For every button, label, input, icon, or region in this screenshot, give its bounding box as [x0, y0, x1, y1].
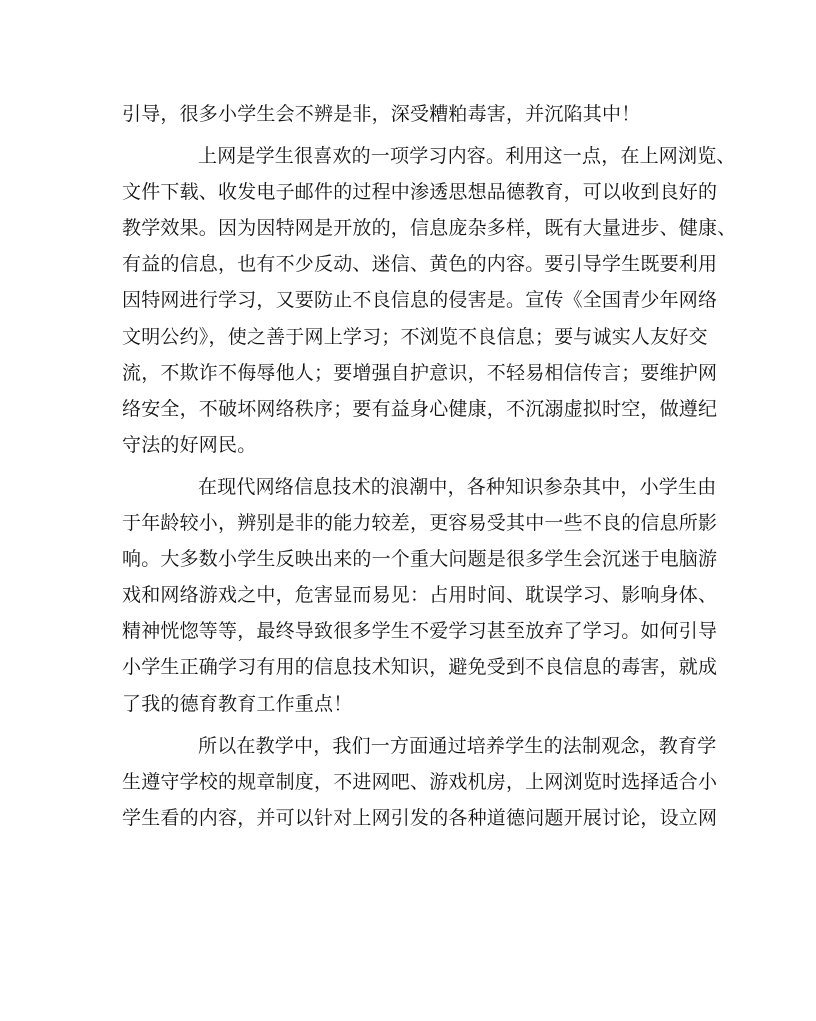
paragraph-line: 络安全，不破坏网络秩序；要有益身心健康，不沉溺虚拟时空，做遵纪	[122, 397, 718, 420]
paragraph	[122, 96, 696, 132]
paragraph-line: 学生看的内容，并可以针对上网引发的各种道德问题开展讨论，设立网	[122, 806, 718, 829]
paragraph-line: 响。大多数小学生反映出来的一个重大问题是很多学生会沉迷于电脑游	[122, 548, 718, 571]
paragraph	[122, 469, 718, 722]
paragraph-line: 于年龄较小，辨别是非的能力较差，更容易受其中一些不良的信息所影	[122, 512, 718, 535]
paragraph-line: 了我的德育教育工作重点！	[122, 692, 353, 715]
paragraph-line: 引导，很多小学生会不辨是非，深受糟粕毒害，并沉陷其中！	[122, 103, 641, 125]
paragraph-line: 生遵守学校的规章制度，不进网吧、游戏机房，上网浏览时选择适合小	[122, 770, 718, 793]
paragraph-line: 文明公约》，使之善于网上学习；不浏览不良信息；要与诚实人友好交	[122, 325, 708, 348]
paragraph-line: 因特网进行学习，又要防止不良信息的侵害是。宣传《全国青少年网络	[122, 289, 718, 312]
paragraph-line: 所以在教学中，我们一方面通过培养学生的法制观念，教育学	[198, 734, 717, 757]
paragraph-line: 小学生正确学习有用的信息技术知识，避免受到不良信息的毒害，就成	[122, 656, 718, 679]
paragraph	[122, 138, 737, 463]
paragraph-line: 在现代网络信息技术的浪潮中，各种知识参杂其中，小学生由	[198, 475, 717, 498]
paragraph-line: 有益的信息，也有不少反动、迷信、黄色的内容。要引导学生既要利用	[122, 253, 718, 276]
paragraph-line: 教学效果。因为因特网是开放的，信息庞杂多样，既有大量进步、健康、	[122, 217, 737, 240]
paragraph-line: 流，不欺诈不侮辱他人；要增强自护意识，不轻易相信传言；要维护网	[122, 361, 718, 384]
paragraph	[122, 728, 718, 836]
document-body	[122, 96, 737, 836]
paragraph-line: 精神恍惚等等，最终导致很多学生不爱学习甚至放弃了学习。如何引导	[122, 620, 718, 643]
paragraph-line: 文件下载、收发电子邮件的过程中渗透思想品德教育，可以收到良好的	[122, 181, 718, 204]
paragraph-line: 上网是学生很喜欢的一项学习内容。利用这一点，在上网浏览、	[198, 145, 736, 168]
paragraph-line: 守法的好网民。	[122, 433, 257, 456]
paragraph-line: 戏和网络游戏之中，危害显而易见：占用时间、耽误学习、影响身体、	[122, 584, 718, 607]
